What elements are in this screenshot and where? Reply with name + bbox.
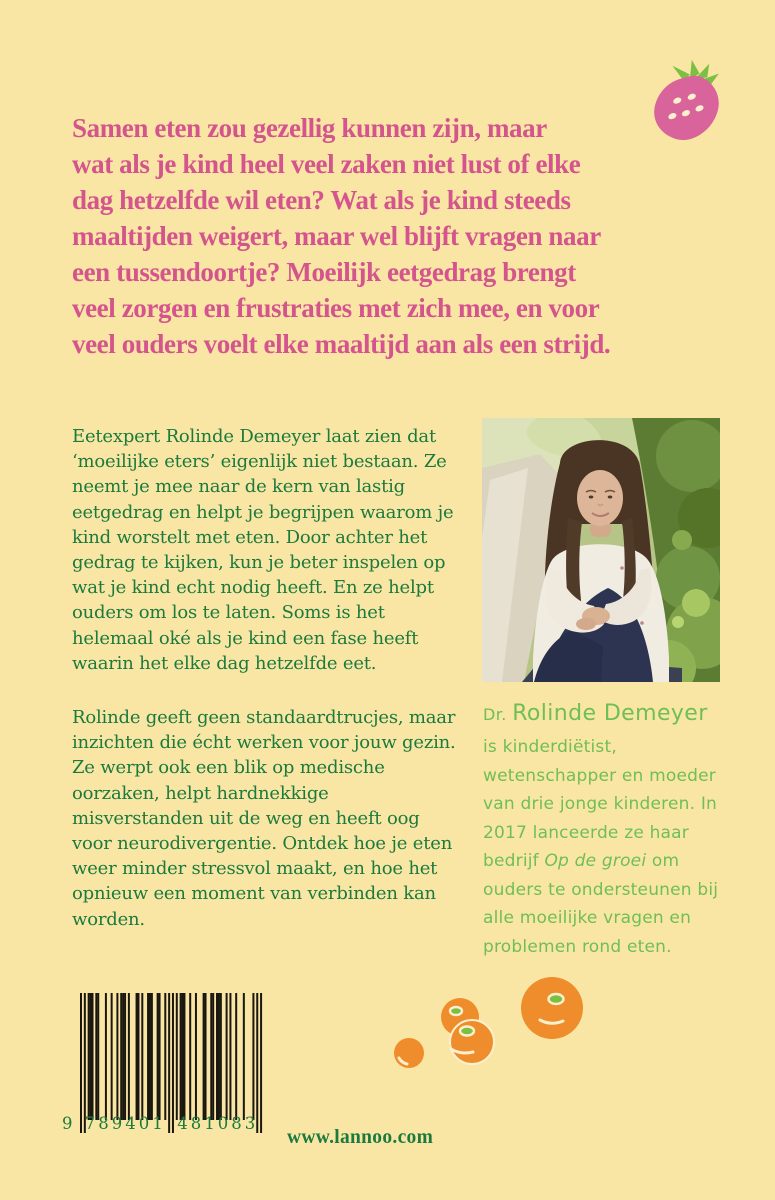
bio-text-before: is kinderdiëtist, wetenschapper en moeder van drie jonge kinderen. In 2017 lanceerde ze haar bedrijf (483, 737, 718, 871)
isbn-digit-group: 9 (62, 1114, 73, 1133)
publisher-website: www.lannoo.com (287, 1127, 434, 1148)
author-photo-scene (482, 418, 720, 682)
author-name-heading (483, 701, 726, 726)
headline: Samen eten zou gezellig kunnen zijn, maar wat als je kind heel veel zaken niet lust of elke dag hetzelfde wil eten? Wat als je kind steeds maaltijden weigert, maar wel blijft vragen naar een tussendoortje? Moeilijk eetgedrag brengt veel zorgen en frustraties met zich mee, en voor veel ouders voelt elke maaltijd aan als een strijd. (72, 113, 611, 359)
author-bio-text (483, 733, 726, 961)
paragraph-2: Rolinde geeft geen standaardtrucjes, maar inzichten die écht werken voor jouw gezin. Ze werpt ook een blik op medische oorzaken, helpt hardnekkige misverstanden uit de weg en heeft oog voor neurodivergentie. Ontdek hoe je eten weer minder stressvol maakt, en hoe het opnieuw een moment van verbinden kan worden. (72, 707, 456, 930)
author-bio (483, 701, 726, 961)
oranges-icon (388, 970, 593, 1075)
paragraph-1: Eetexpert Rolinde Demeyer laat zien dat ‘moeilijke eters’ eigenlijk niet bestaan. Ze neemt je mee naar de kern van lastig eetgedrag en helpt je begrijpen waarom je kind worstelt met eten. Door achter het gedrag te kijken, kun je beter inspelen op wat je kind echt nodig heeft. En ze helpt ouders om los te laten. Soms is het helemaal oké als je kind een fase heeft waarin het elke dag hetzelfde eet. (72, 426, 454, 674)
body-text-column (72, 424, 462, 932)
author-name: Rolinde Demeyer (512, 701, 708, 726)
barcode (62, 993, 267, 1133)
isbn-digit-group: 481083 (177, 1114, 259, 1133)
barcode-bars (80, 993, 264, 1133)
isbn-number (62, 1114, 264, 1133)
author-title-prefix: Dr. (483, 705, 507, 724)
author-photo (482, 418, 720, 682)
bio-text-after: om ouders te ondersteunen bij alle moeilijke vragen en problemen rond eten. (483, 851, 719, 957)
isbn-digit-group: 789401 (84, 1114, 166, 1133)
bio-company-name: Op de groei (544, 851, 647, 871)
